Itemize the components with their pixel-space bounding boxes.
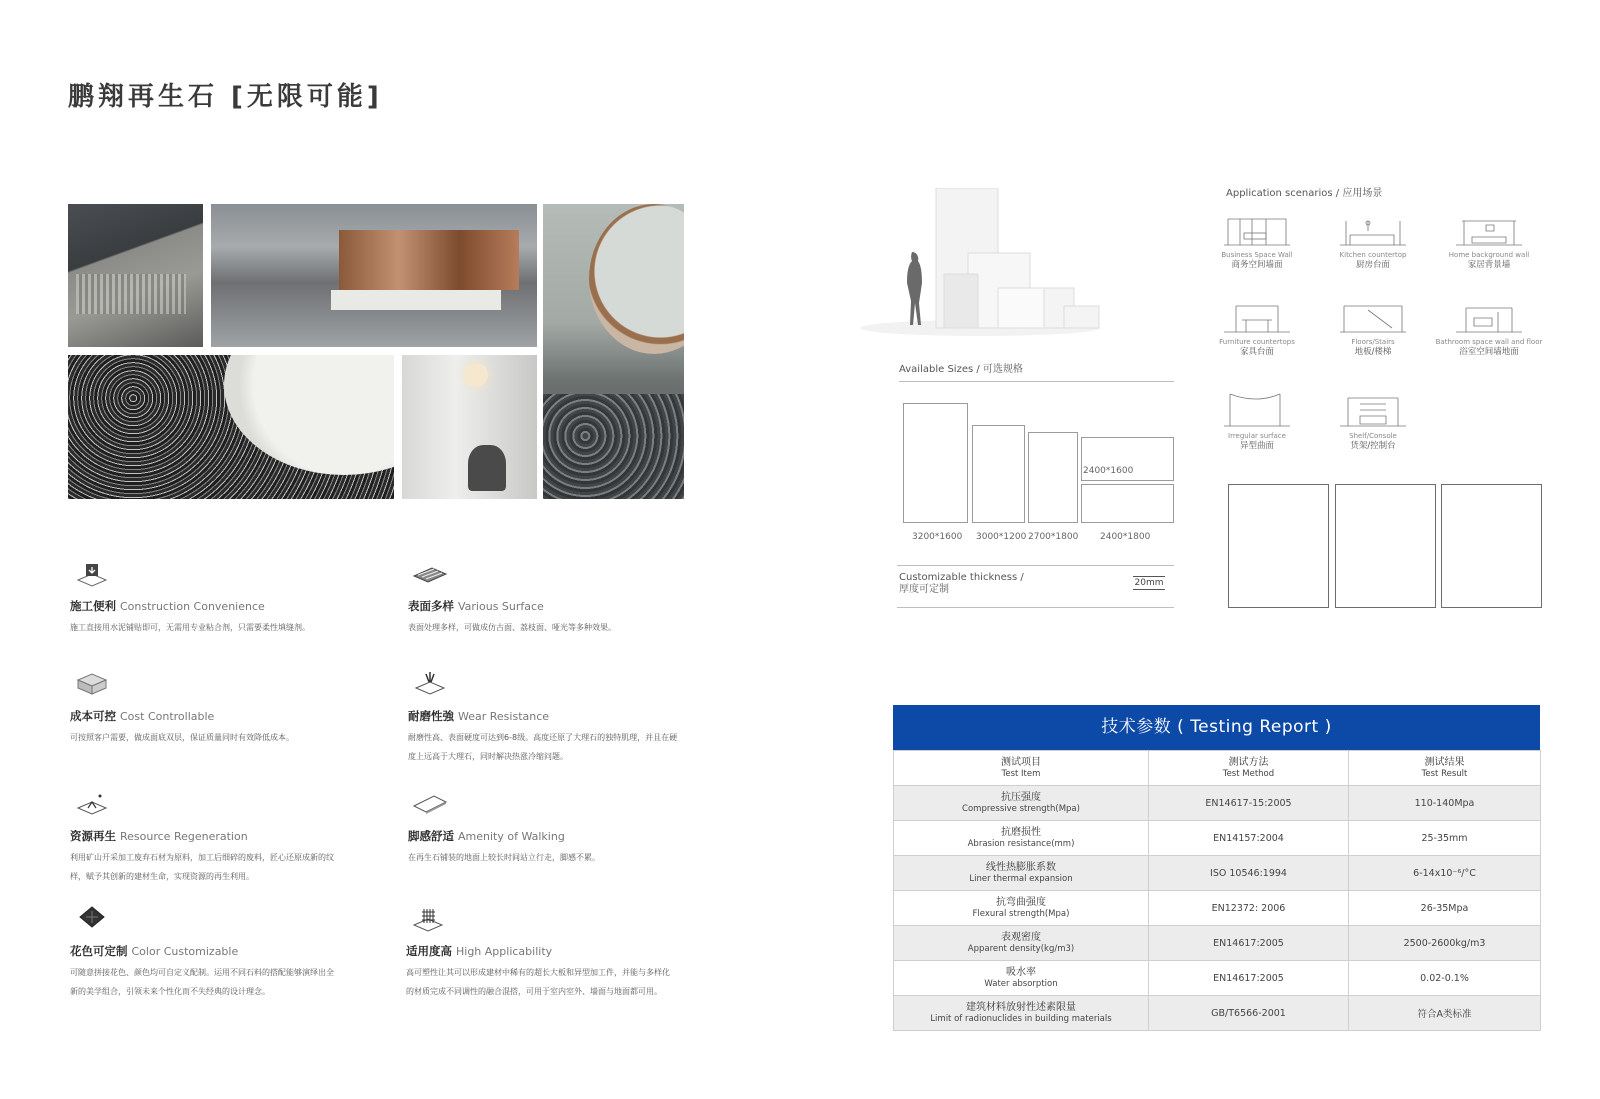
result-cell: 26-35Mpa [1349,891,1541,926]
table-row [894,926,1541,961]
size-label: 2700*1800 [1028,532,1079,542]
method-cell: GB/T6566-2001 [1149,996,1349,1031]
app-home-background-wall [1434,215,1544,271]
thickness-label-line2: 厚度可定制 [899,584,949,595]
header-cell [894,751,1149,786]
table-row [894,786,1541,821]
feature-title-en: Amenity of Walking [458,830,565,843]
sample-frame-3 [1441,484,1542,608]
table-row [894,821,1541,856]
item-en: Abrasion resistance(mm) [967,839,1075,849]
item-en: Water absorption [984,979,1058,989]
app-shelf-console [1318,390,1428,452]
applications-title: Application scenarios / 应用场景 [1226,188,1383,199]
size-label: 2400*1800 [1100,532,1151,542]
textured-tile-icon [412,560,448,588]
size-box-3200x1600 [903,403,968,523]
table-row [894,996,1541,1031]
size-label-inner: 2400*1600 [1083,466,1134,476]
app-furniture-countertops [1202,302,1312,358]
header-cell [1149,751,1349,786]
feature-title-cn: 资源再生 [70,829,116,843]
app-cn: 浴室空间墙地面 [1459,347,1519,357]
thickness-value: 20mm [1134,578,1164,588]
page-title: 鹏翔再生石 [无限可能] [68,82,383,112]
feature-title-en: High Applicability [456,945,553,958]
photo-bar-counter [68,204,203,347]
feature-desc: 施工直接用水泥铺贴即可，无需用专业粘合剂，只需要柔性填缝剂。 [70,623,310,632]
recycle-tile-icon [74,790,110,818]
app-cn: 货架/控制台 [1350,441,1396,451]
item-cn: 吸水率 [1006,967,1036,978]
feature-resource-regeneration [70,790,370,886]
header-en: Test Method [1222,769,1275,779]
kitchen-icon [1338,215,1408,247]
table-header-row [894,751,1541,786]
size-label: 3000*1200 [976,532,1027,542]
report-title: 技术参数 ( Testing Report ) [893,705,1540,750]
item-cn: 抗压强度 [1001,792,1041,803]
item-en: Limit of radionuclides in building materials [930,1014,1112,1024]
feature-title-cn: 脚感舒适 [408,829,454,843]
app-business-space-wall [1202,215,1312,271]
feature-desc: 高可塑性让其可以形成建材中稀有的超长大板和异型加工件，并能与多样化的材质完成不同调性的融合混搭，可用于室内室外、墙面与地面都可用。 [406,968,670,996]
method-cell: EN14157:2004 [1149,821,1349,856]
color-tile-icon [74,905,110,933]
thickness-label [899,572,1024,596]
app-cn: 地板/楼梯 [1354,347,1392,357]
photo-terrazzo-floor [68,355,394,499]
app-floors-stairs [1318,302,1428,358]
slabs-with-person-illustration [860,188,1105,338]
size-box-2400x1800 [1081,484,1174,523]
result-cell: 25-35mm [1349,821,1541,856]
feature-wear-resistance [408,670,708,766]
feature-various-surface [408,560,708,637]
curved-wall-icon [1222,390,1292,428]
sizes-label: Available Sizes / 可选规格 [899,364,1023,375]
app-irregular-surface [1202,390,1312,452]
impact-tile-icon [412,670,448,698]
item-cn: 建筑材料放射性述素限量 [966,1002,1076,1013]
stacked-slab-icon [74,670,110,698]
header-en: Test Result [1421,769,1468,779]
size-box-2700x1800 [1028,432,1078,523]
app-cn: 商务空间墙面 [1231,260,1283,270]
feature-title-en: Wear Resistance [458,710,550,723]
feature-title-en: Various Surface [458,600,544,613]
feature-title-en: Cost Controllable [120,710,215,723]
feature-desc: 耐磨性高、表面硬度可达到6-8级。高度还原了大理石的独特肌理，并且在硬度上远高于大理石，同时解决热涨冷缩问题。 [408,733,678,761]
item-cn: 抗弯曲强度 [996,897,1046,908]
item-cn: 抗磨损性 [1001,827,1041,838]
size-box-3000x1200 [972,425,1025,523]
feature-title-cn: 施工便利 [70,599,116,613]
app-en: Furniture countertops [1219,338,1295,346]
result-cell: 符合A类标准 [1349,996,1541,1031]
furniture-icon [1222,302,1292,334]
app-cn: 厨房台面 [1355,260,1390,270]
flat-tile-icon [412,790,448,818]
feature-title-cn: 表面多样 [408,599,454,613]
home-wall-icon [1454,215,1524,247]
header-cell [1349,751,1541,786]
feature-title-cn: 花色可定制 [70,944,128,958]
method-cell: EN12372: 2006 [1149,891,1349,926]
bathroom-icon [1454,302,1524,334]
method-cell: ISO 10546:1994 [1149,856,1349,891]
feature-desc: 可随意拼接花色、颜色均可自定义配制。运用不同石料的搭配能够演绎出全新的美学组合，引领未来个性化而不失经典的设计理念。 [70,968,334,996]
feature-title-en: Color Customizable [131,945,239,958]
feature-title-cn: 适用度高 [406,944,452,958]
app-en: Floors/Stairs [1351,338,1395,346]
sizes-divider [899,381,1174,382]
photo-pendant-lamp [402,355,537,499]
header-cn: 测试方法 [1228,757,1269,768]
download-box-icon [74,560,110,588]
feature-title-en: Resource Regeneration [120,830,248,843]
feature-construction-convenience [70,560,370,637]
app-cn: 家具台面 [1239,347,1274,357]
app-kitchen-countertop [1318,215,1428,271]
app-cn: 异型曲面 [1239,441,1274,451]
thickness-bottom-divider [897,607,1174,608]
app-en: Bathroom space wall and floor [1435,338,1543,346]
sample-frame-1 [1228,484,1329,608]
feature-title-cn: 耐磨性強 [408,709,454,723]
method-cell: EN14617:2005 [1149,926,1349,961]
item-cn: 表观密度 [1001,932,1041,943]
photo-lobby [211,204,537,347]
table-row [894,961,1541,996]
result-cell: 0.02-0.1% [1349,961,1541,996]
shelf-icon [1338,390,1408,428]
item-en: Liner thermal expansion [969,874,1073,884]
item-cn: 线性热膨胀系数 [986,862,1056,873]
header-cn: 测试项目 [1001,757,1041,768]
size-label: 3200*1600 [912,532,963,542]
feature-desc: 在再生石铺装的地面上较长时间站立行走，脚感不累。 [408,853,600,862]
feature-desc: 表面处理多样，可做成仿古面、荔枝面、哑光等多种效果。 [408,623,616,632]
table-row [894,856,1541,891]
thickness-label-line1: Customizable thickness / [899,572,1024,583]
item-en: Apparent density(kg/m3) [967,944,1075,954]
business-wall-icon [1222,215,1292,247]
thickness-top-divider [897,565,1174,566]
app-en: Irregular surface [1228,432,1286,440]
grid-tile-icon [410,905,446,933]
result-cell: 2500-2600kg/m3 [1349,926,1541,961]
app-en: Business Space Wall [1221,251,1293,259]
feature-amenity-of-walking [408,790,708,867]
header-cn: 测试结果 [1424,757,1465,768]
app-en: Shelf/Console [1349,432,1397,440]
feature-desc: 可按照客户需要，做成面底双层，保证质量同时有效降低成本。 [70,733,294,742]
app-cn: 家居背景墙 [1467,260,1511,270]
table-row [894,891,1541,926]
sample-frame-2 [1335,484,1436,608]
photo-round-window [543,204,684,499]
method-cell: EN14617:2005 [1149,961,1349,996]
app-en: Home background wall [1448,251,1530,259]
header-en: Test Item [1001,769,1041,779]
feature-title-en: Construction Convenience [120,600,265,613]
method-cell: EN14617-15:2005 [1149,786,1349,821]
stairs-icon [1338,302,1408,334]
feature-high-applicability [406,905,706,1001]
testing-report [893,705,1540,1031]
report-table [893,750,1541,1031]
feature-desc: 利用矿山开采加工废弃石材为原料，加工后细碎的废料，匠心还原成新的纹样，赋予其创新的建材生命，实现资源的再生利用。 [70,853,334,881]
feature-color-customizable [70,905,370,1001]
item-en: Compressive strength(Mpa) [962,804,1080,814]
feature-title-cn: 成本可控 [70,709,116,723]
result-cell: 110-140Mpa [1349,786,1541,821]
result-cell: 6-14x10⁻⁶/°C [1349,856,1541,891]
app-bathroom-space [1434,302,1544,358]
item-en: Flexural strength(Mpa) [972,909,1070,919]
feature-cost-controllable [70,670,370,747]
app-en: Kitchen countertop [1339,251,1407,259]
